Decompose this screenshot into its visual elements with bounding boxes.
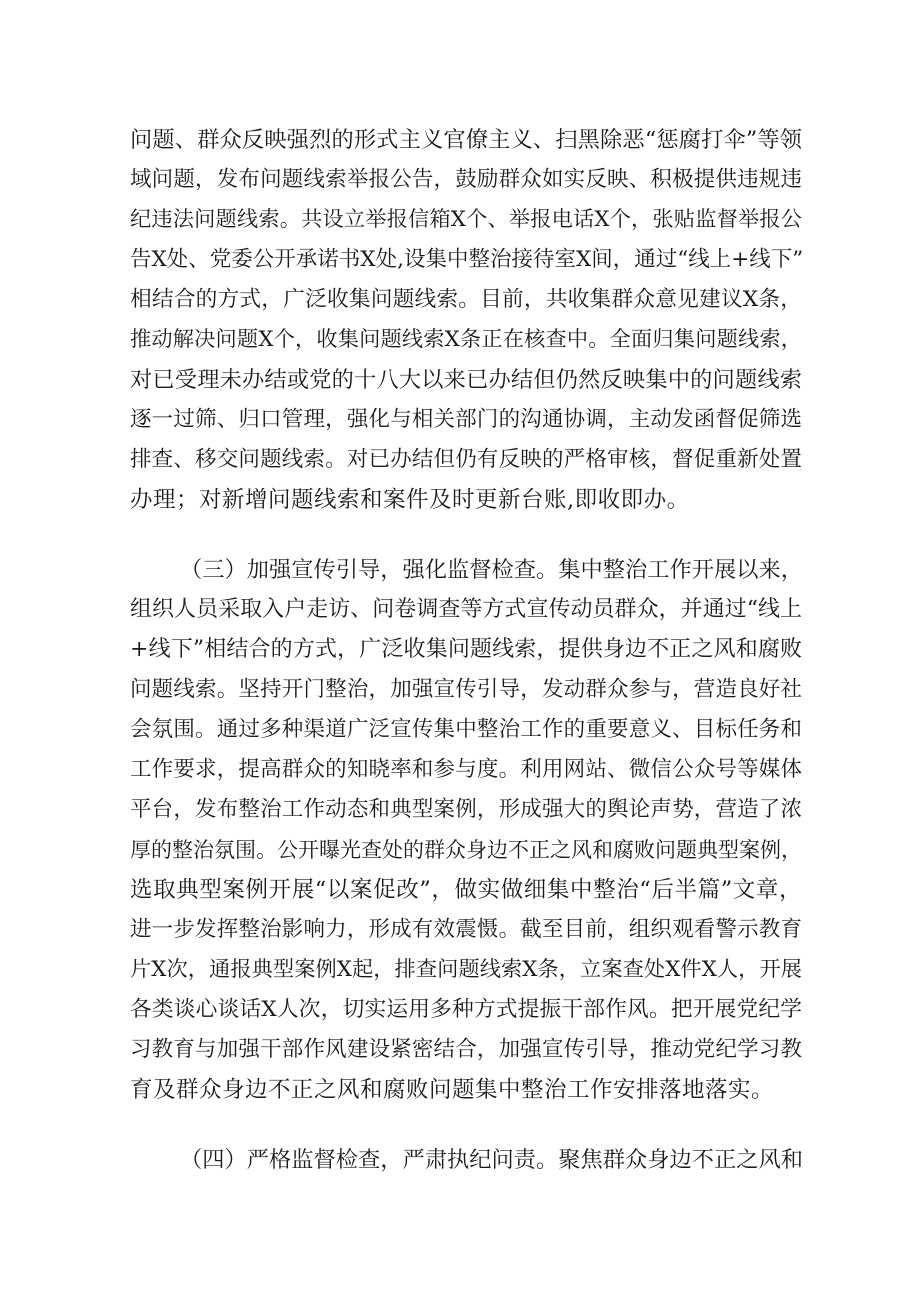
paragraph-line: 进一步发挥整治影响力，形成有效震慑。截至目前，组织观看警示教育 [130,917,802,942]
paragraph-line: 相结合的方式，广泛收集问题线索。目前，共收集群众意见建议X条， [130,287,802,312]
paragraph-line: 各类谈心谈话X人次，切实运用多种方式提振干部作风。把开展党纪学 [130,997,802,1022]
section-heading-line: （三）加强宣传引导，强化监督检查。集中整治工作开展以来， [180,557,803,583]
paragraph-line: 逐一过筛、归口管理，强化与相关部门的沟通协调，主动发函督促筛选 [130,407,802,432]
paragraph-line: +线下”相结合的方式，广泛收集问题线索，提供身边不正之风和腐败 [130,637,802,662]
paragraph-line: 习教育与加强干部作风建设紧密结合，加强宣传引导，推动党纪学习教 [130,1037,802,1062]
paragraph-line: 选取典型案例开展“以案促改”，做实做细集中整治“后半篇”文章， [130,877,802,903]
paragraph-line: 组织人员采取入户走访、问卷调查等方式宣传动员群众，并通过“线上 [130,597,802,622]
paragraph-line: 平台，发布整治工作动态和典型案例，形成强大的舆论声势，营造了浓 [130,797,802,822]
paragraph-line: 会氛围。通过多种渠道广泛宣传集中整治工作的重要意义、目标任务和 [130,717,802,742]
paragraph-line: 域问题，发布问题线索举报公告，鼓励群众如实反映、积极提供违规违 [130,167,802,192]
paragraph-line: 工作要求，提高群众的知晓率和参与度。利用网站、微信公众号等媒体 [130,757,802,782]
paragraph-line: 排查、移交问题线索。对已办结但仍有反映的严格审核，督促重新处置 [130,447,802,472]
paragraph-line: 纪违法问题线索。共设立举报信箱X个、举报电话X个，张贴监督举报公 [130,207,802,232]
paragraph-line: 办理；对新增问题线索和案件及时更新台账,即收即办。 [130,487,690,513]
paragraph-line: 育及群众身边不正之风和腐败问题集中整治工作安排落地落实。 [130,1077,775,1103]
paragraph-line: 问题、群众反映强烈的形式主义官僚主义、扫黑除恶“惩腐打伞”等领 [130,127,802,153]
paragraph-line: 问题线索。坚持开门整治，加强宣传引导，发动群众参与，营造良好社 [130,677,802,702]
paragraph-line: 片X次，通报典型案例X起，排查问题线索X条，立案查处X件X人，开展 [130,957,802,982]
paragraph-line: 对已受理未办结或党的十八大以来已办结但仍然反映集中的问题线索 [130,367,802,393]
section-heading-line: （四）严格监督检查，严肃执纪问责。聚焦群众身边不正之风和 [180,1147,803,1173]
paragraph-line: 厚的整治氛围。公开曝光查处的群众身边不正之风和腐败问题典型案例， [130,838,802,862]
paragraph-line: 推动解决问题X个，收集问题线索X条正在核查中。全面归集问题线索， [130,327,802,352]
paragraph-line: 告X处、党委公开承诺书X处,设集中整治接待室X间，通过“线上+线下” [130,247,804,272]
